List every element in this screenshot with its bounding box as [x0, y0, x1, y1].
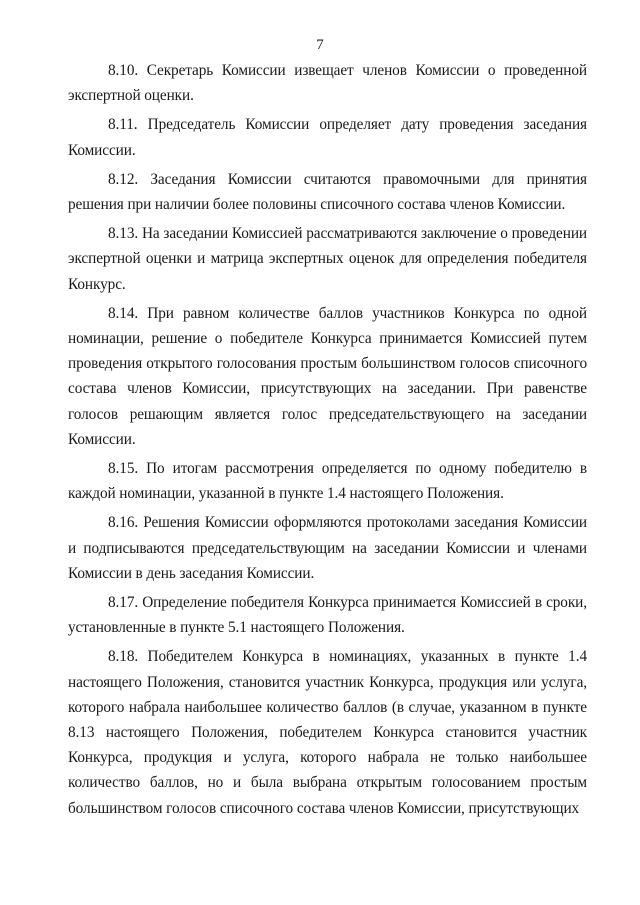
paragraph-8-18: 8.18. Победителем Конкурса в номинациях, указанных в пункте 1.4 настоящего Положения, становится участник Конкурса, продукция или услуга, которого набрала наибольшее количество баллов (в случае, указанном в пункте 8.13 настоящего Положения, победителем Конкурса становится участник Конкурса, продукция и услуга, которого набрала не только наибольшее количество баллов, но и была выбрана открытым голосованием простым большинством голосов списочного состава членов Комиссии, присутствующих: [68, 648, 587, 817]
paragraph-8-12: 8.12. Заседания Комиссии считаются правомочными для принятия решения при наличии более половины списочного состава членов Комиссии.: [68, 170, 587, 214]
paragraph-8-15: 8.15. По итогам рассмотрения определяется по одному победителю в каждой номинации, указанной в пункте 1.4 настоящего Положения.: [68, 460, 587, 503]
paragraph-8-14: 8.14. При равном количестве баллов участников Конкурса по одной номинации, решение о победителе Конкурса принимается Комиссией путем проведения открытого голосования простым большинством голосов списочного состава членов Комиссии, присутствующих на заседании. При равенстве голосов решающим является голос председательствующего на заседании Комиссии.: [68, 304, 587, 448]
paragraph-8-13: 8.13. На заседании Комиссией рассматриваются заключение о проведении экспертной оценки и матрица экспертных оценок для определения победителя Конкурс.: [68, 225, 587, 293]
paragraph-8-10: 8.10. Секретарь Комиссии извещает членов Комиссии о проведенной экспертной оценки.: [68, 62, 587, 105]
paragraph-8-17: 8.17. Определение победителя Конкурса принимается Комиссией в сроки, установленные в пункте 5.1 настоящего Положения.: [68, 594, 587, 637]
paragraph-8-16: 8.16. Решения Комиссии оформляются протоколами заседания Комиссии и подписываются председательствующим на заседании Комиссии и членами Комиссии в день заседания Комиссии.: [68, 514, 587, 582]
paragraph-8-11: 8.11. Председатель Комиссии определяет дату проведения заседания Комиссии.: [68, 116, 587, 159]
page-number: 7: [316, 37, 324, 53]
document-body: [68, 58, 587, 825]
